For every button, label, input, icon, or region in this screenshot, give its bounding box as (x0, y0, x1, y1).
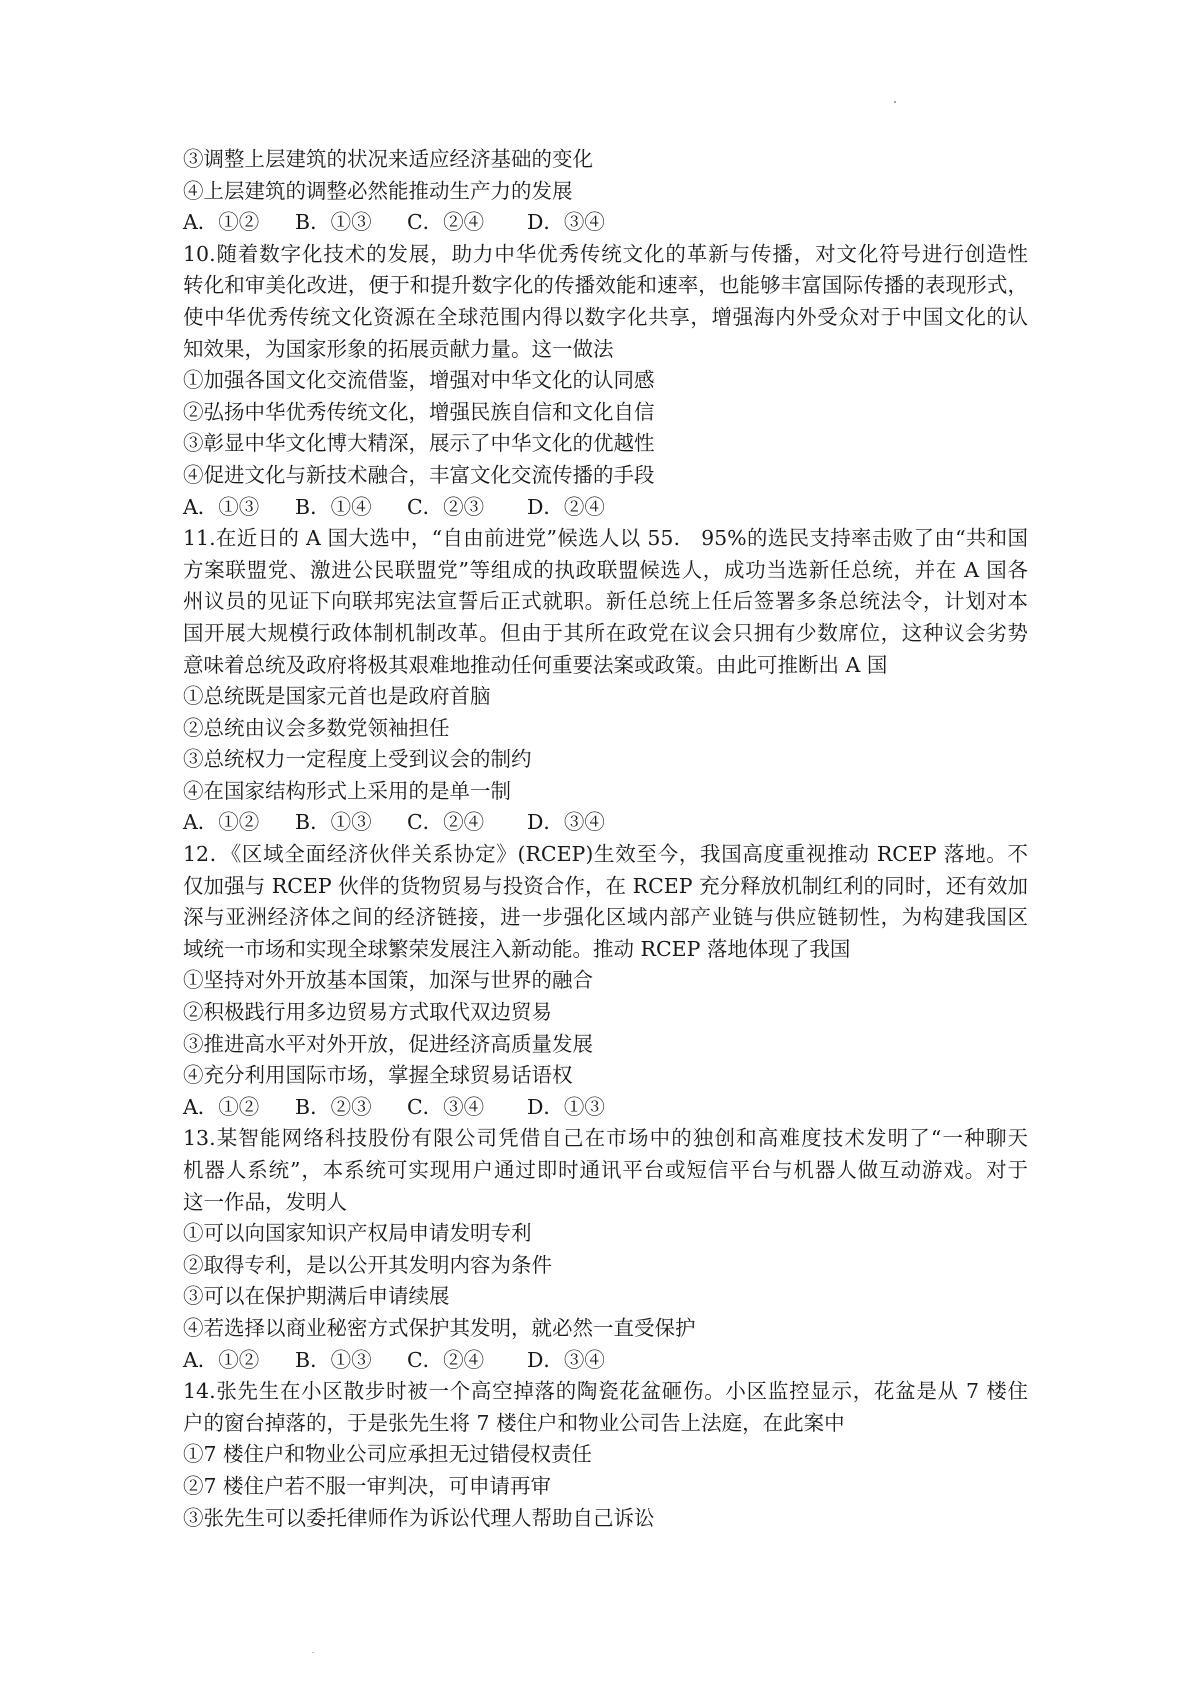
question-stem-line: 域统一市场和实现全球繁荣发展注入新动能。推动 RCEP 落地体现了我国 (183, 936, 851, 961)
question-stem-line: 意味着总统及政府将极其艰难地推动任何重要法案或政策。由此可推断出 A 国 (183, 652, 888, 677)
option-b: B．①③ (295, 810, 372, 835)
question-stem-line: 仅加强与 RCEP 伙伴的货物贸易与投资合作，在 RCEP 充分释放机制红利的同时，还有效加 (183, 873, 1028, 898)
question-stem-line: 12．《区域全面经济伙伴关系协定》(RCEP)生效至今，我国高度重视推动 RCEP 落地。不 (183, 842, 1028, 867)
answer-options (183, 1092, 1028, 1124)
option-c: C．③④ (407, 1094, 485, 1119)
statement-2: ②总统由议会多数党领袖担任 (183, 715, 450, 740)
question-stem-line: 使中华优秀传统文化资源在全球范围内得以数字化共享，增强海内外受众对于中国文化的认 (183, 304, 1028, 329)
option-a: A．①③ (183, 494, 260, 519)
statement-2: ②7 楼住户若不服一审判决，可申请再审 (183, 1473, 552, 1498)
option-a: A．①② (183, 1094, 260, 1119)
question-14 (183, 1376, 1028, 1534)
option-c: C．②④ (407, 210, 485, 235)
question-stem-line: 13.某智能网络科技股份有限公司凭借自己在市场中的独创和高难度技术发明了“一种聊天 (183, 1126, 1028, 1151)
option-d: D．③④ (527, 210, 605, 235)
answer-options (183, 1345, 1028, 1377)
question-stem-line: 深与亚洲经济体之间的经济链接，进一步强化区域内部产业链与供应链韧性，为构建我国区 (183, 905, 1028, 930)
question-10 (183, 239, 1028, 523)
option-d: D．②④ (527, 494, 605, 519)
option-d: D．③④ (527, 810, 605, 835)
question-stem-line: 机器人系统”，本系统可实现用户通过即时通讯平台或短信平台与机器人做互动游戏。对于 (183, 1158, 1028, 1182)
statement-3: ③总统权力一定程度上受到议会的制约 (183, 747, 532, 772)
question-stem-line: 11.在近日的 A 国大选中，“自由前进党”候选人以 55. 95%的选民支持率击败了由“共和国 (183, 526, 1028, 551)
answer-options (183, 492, 1028, 524)
question-stem-line: 这一作品，发明人 (183, 1189, 347, 1214)
question-11 (183, 523, 1028, 839)
statement-4: ④若选择以商业秘密方式保护其发明，就必然一直受保护 (183, 1315, 696, 1340)
statement-1: ①加强各国文化交流借鉴，增强对中华文化的认同感 (183, 368, 655, 393)
statement-4: ④促进文化与新技术融合，丰富文化交流传播的手段 (183, 462, 655, 487)
option-a: A．①② (183, 1347, 260, 1372)
option-a: A．①② (183, 210, 260, 235)
statement-1: ①可以向国家知识产权局申请发明专利 (183, 1221, 532, 1246)
question-13 (183, 1123, 1028, 1376)
question-stem-line: 转化和审美化改进，便于和提升数字化的传播效能和速率，也能够丰富国际传播的表现形式， (183, 273, 1028, 298)
statement-3: ③张先生可以委托律师作为诉讼代理人帮助自己诉讼 (183, 1505, 655, 1530)
option-c: C．②③ (407, 494, 485, 519)
question-12 (183, 839, 1028, 1123)
question-stem-line: 10.随着数字化技术的发展，助力中华优秀传统文化的革新与传播，对文化符号进行创造性 (183, 241, 1028, 266)
question-stem-line: 户的窗台掉落的，于是张先生将 7 楼住户和物业公司告上法庭，在此案中 (183, 1410, 845, 1435)
statement-2: ②积极践行用多边贸易方式取代双边贸易 (183, 1000, 552, 1025)
statement-1: ①坚持对外开放基本国策，加深与世界的融合 (183, 968, 593, 993)
option-c: C．②④ (407, 810, 485, 835)
question-stem-line: 国开展大规模行政体制机制改革。但由于其所在政党在议会只拥有少数席位，这种议会劣势 (183, 620, 1028, 645)
scan-speck (894, 101, 896, 103)
option-c: C．②④ (407, 1347, 485, 1372)
option-d: D．③④ (527, 1347, 605, 1372)
statement-3: ③推进高水平对外开放，促进经济高质量发展 (183, 1031, 593, 1056)
statement-4: ④充分利用国际市场，掌握全球贸易话语权 (183, 1063, 573, 1088)
statement-3: ③彰显中华文化博大精深，展示了中华文化的优越性 (183, 431, 655, 456)
statement-4: ④在国家结构形式上采用的是单一制 (183, 778, 511, 803)
question-stem-line: 州议员的见证下向联邦宪法宣誓后正式就职。新任总统上任后签署多条总统法令，计划对本 (183, 589, 1028, 614)
option-b: B．②③ (295, 1094, 372, 1119)
scan-speck (312, 1652, 314, 1653)
statement-1: ①总统既是国家元首也是政府首脑 (183, 684, 491, 709)
option-a: A．①② (183, 810, 260, 835)
question-stem-line: 知效果，为国家形象的拓展贡献力量。这一做法 (183, 336, 614, 361)
statement-2: ②取得专利，是以公开其发明内容为条件 (183, 1252, 552, 1277)
exam-page (183, 144, 1028, 1534)
option-b: B．①③ (295, 210, 372, 235)
question-stem-line: 方案联盟党、激进公民联盟党”等组成的执政联盟候选人，成功当选新任总统，并在 A 国各 (183, 557, 1028, 582)
answer-options (183, 207, 1028, 239)
statement-3: ③调整上层建筑的状况来适应经济基础的变化 (183, 147, 593, 171)
statement-1: ①7 楼住户和物业公司应承担无过错侵权责任 (183, 1442, 593, 1467)
statement-4: ④上层建筑的调整必然能推动生产力的发展 (183, 178, 573, 203)
question-stem-line: 14.张先生在小区散步时被一个高空掉落的陶瓷花盆砸伤。小区监控显示，花盆是从 7 楼住 (183, 1379, 1028, 1404)
prev-question (183, 144, 1028, 239)
answer-options (183, 807, 1028, 839)
statement-2: ②弘扬中华优秀传统文化，增强民族自信和文化自信 (183, 399, 655, 424)
option-d: D．①③ (527, 1094, 605, 1119)
option-b: B．①④ (295, 494, 372, 519)
option-b: B．①③ (295, 1347, 372, 1372)
statement-3: ③可以在保护期满后申请续展 (183, 1284, 450, 1309)
